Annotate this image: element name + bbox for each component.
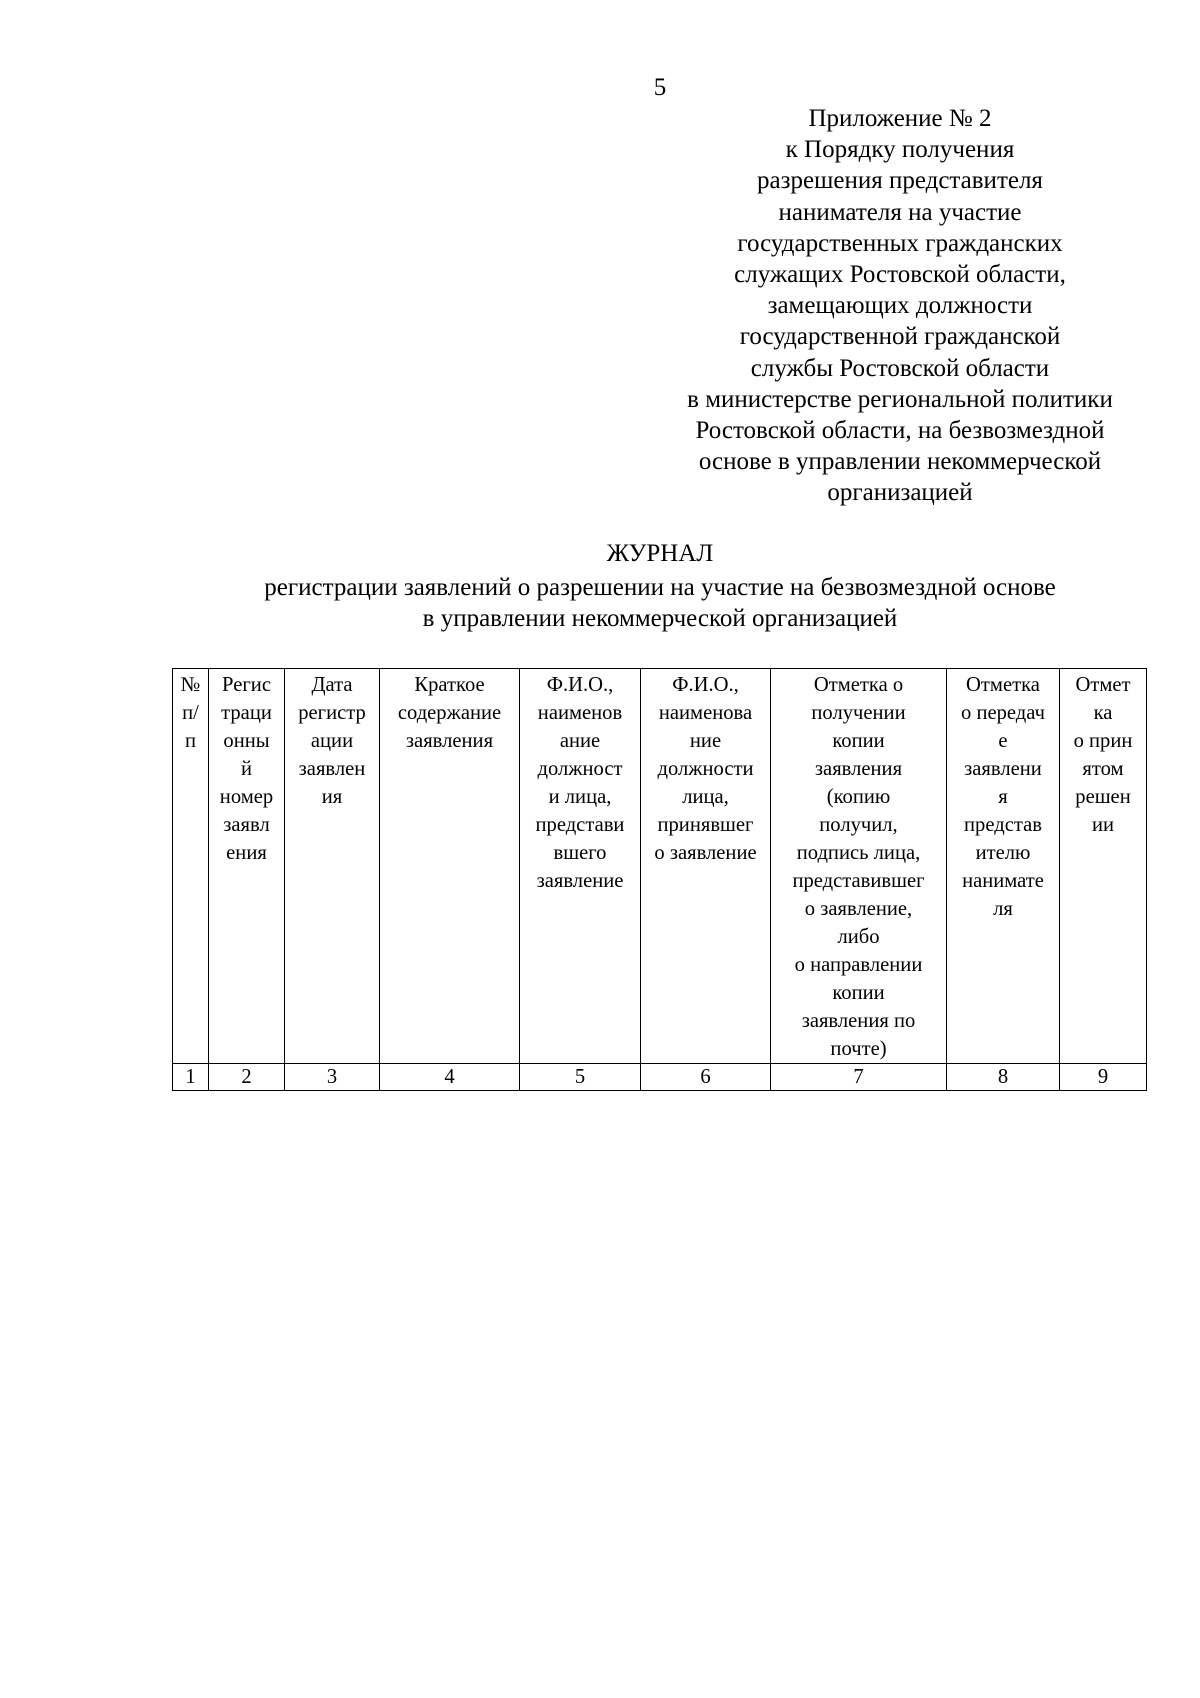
appendix-line: государственных гражданских — [737, 229, 1063, 257]
column-header-text: решен — [1075, 786, 1131, 808]
column-header-text: (копию — [826, 786, 891, 808]
appendix-line: государственной гражданской — [739, 323, 1061, 351]
column-header-text: принявшег — [657, 814, 754, 836]
column-header-text: ия — [321, 786, 343, 808]
column-header-text: о заявление, — [804, 898, 913, 920]
column-header-text: ации — [310, 730, 354, 752]
column-header-text: е — [998, 730, 1008, 752]
column-header-text: ителю — [975, 842, 1031, 864]
column-number-cell: 3 — [285, 1064, 380, 1091]
column-header-text: ание — [559, 730, 601, 752]
column-header-text: заявления — [405, 730, 494, 752]
column-header-text: лица, — [682, 786, 729, 808]
column-header-text: Ф.И.О., — [546, 674, 614, 696]
column-header-text: ние — [689, 730, 722, 752]
column-header-text: Отмет — [1075, 674, 1131, 696]
column-header-text: копии — [832, 982, 885, 1004]
appendix-line: основе в управлении некоммерческой — [698, 448, 1102, 476]
column-header-text: о прин — [1073, 730, 1133, 752]
column-header-text: получении — [811, 702, 906, 724]
column-header-text: ка — [1093, 702, 1113, 724]
appendix-line: к Порядку получения — [785, 136, 1015, 164]
column-header-6 — [641, 669, 771, 1064]
column-header-text: Отметка — [966, 674, 1040, 696]
column-header-text: заявлен — [298, 758, 366, 780]
column-header-1 — [173, 669, 209, 1064]
column-header-text: о заявление — [654, 842, 757, 864]
column-header-text: п/ — [182, 702, 199, 724]
column-header-text: номер — [219, 786, 274, 808]
column-header-text: заявлени — [964, 758, 1042, 780]
column-header-5 — [520, 669, 641, 1064]
appendix-line: Приложение № 2 — [808, 105, 992, 132]
column-header-9 — [1060, 669, 1147, 1064]
column-header-2 — [209, 669, 285, 1064]
table-number-row — [173, 1064, 1147, 1091]
column-header-text: копии — [832, 730, 885, 752]
column-header-text: должност — [537, 758, 623, 780]
column-header-text: заявл — [223, 814, 270, 836]
column-header-text: Дата — [311, 674, 353, 696]
column-header-text: получил, — [819, 814, 898, 836]
appendix-line: в министерстве региональной политики — [687, 385, 1113, 413]
column-number-cell: 7 — [771, 1064, 947, 1091]
column-header-text: должности — [657, 758, 754, 780]
journal-subtitle-line: в управлении некоммерческой организацией — [422, 605, 898, 632]
column-header-text: ля — [993, 898, 1013, 920]
column-header-text: ии — [1091, 814, 1115, 836]
column-header-text: о передач — [961, 702, 1045, 724]
column-header-text: траци — [221, 702, 272, 724]
column-number-cell: 1 — [173, 1064, 209, 1091]
column-header-text: Отметка о — [813, 674, 904, 696]
column-header-text: Краткое — [414, 674, 485, 696]
column-header-text: заявления по — [801, 1010, 916, 1032]
appendix-line: служащих Ростовской области, — [734, 261, 1066, 289]
journal-title: ЖУРНАЛ — [606, 540, 714, 567]
column-header-text: наименова — [658, 702, 753, 724]
appendix-line: замещающих должности — [767, 292, 1033, 320]
appendix-line: нанимателя на участие — [778, 198, 1022, 226]
column-header-4 — [380, 669, 520, 1064]
column-number-cell: 6 — [641, 1064, 771, 1091]
column-header-text: представи — [535, 814, 625, 836]
column-header-text: й — [240, 758, 253, 780]
journal-table — [172, 668, 1147, 1091]
journal-subtitle — [0, 572, 1200, 634]
column-header-text: ения — [226, 842, 267, 864]
column-header-text: представ — [964, 814, 1042, 836]
column-header-text: заявление — [536, 870, 624, 892]
column-header-text: Регис — [222, 674, 271, 696]
column-header-text: ятом — [1082, 758, 1124, 780]
column-header-text: и лица, — [548, 786, 612, 808]
column-header-text: наименов — [537, 702, 623, 724]
column-header-text: Ф.И.О., — [672, 674, 739, 696]
column-header-text: вшего — [553, 842, 607, 864]
appendix-block — [640, 103, 1160, 509]
column-header-text: регистр — [298, 702, 366, 724]
appendix-line: организацией — [827, 479, 973, 507]
column-number-cell: 5 — [520, 1064, 641, 1091]
column-header-text: о направлении — [794, 954, 923, 976]
column-number-cell: 9 — [1060, 1064, 1147, 1091]
column-header-text: я — [998, 786, 1008, 808]
appendix-line: разрешения представителя — [757, 167, 1043, 195]
column-header-3 — [285, 669, 380, 1064]
column-header-text: либо — [837, 926, 880, 948]
column-number-cell: 8 — [947, 1064, 1060, 1091]
column-header-text: п — [184, 730, 197, 752]
appendix-line: службы Ростовской области — [750, 354, 1050, 382]
appendix-line: Ростовской области, на безвозмездной — [695, 417, 1105, 445]
column-header-7 — [771, 669, 947, 1064]
column-header-8 — [947, 669, 1060, 1064]
table-header-row — [173, 669, 1147, 1064]
column-header-text: содержание — [397, 702, 502, 724]
column-header-text: заявления — [814, 758, 903, 780]
column-header-text: нанимате — [962, 870, 1044, 892]
column-number-cell: 2 — [209, 1064, 285, 1091]
column-number-cell: 4 — [380, 1064, 520, 1091]
journal-subtitle-line: регистрации заявлений о разрешении на участие на безвозмездной основе — [264, 574, 1056, 601]
column-header-text: почте) — [830, 1038, 887, 1060]
column-header-text: представившег — [792, 870, 925, 892]
column-header-text: онны — [223, 730, 270, 752]
column-header-text: подпись лица, — [796, 842, 921, 864]
column-header-text: № — [180, 674, 201, 696]
page-number: 5 — [653, 74, 667, 101]
